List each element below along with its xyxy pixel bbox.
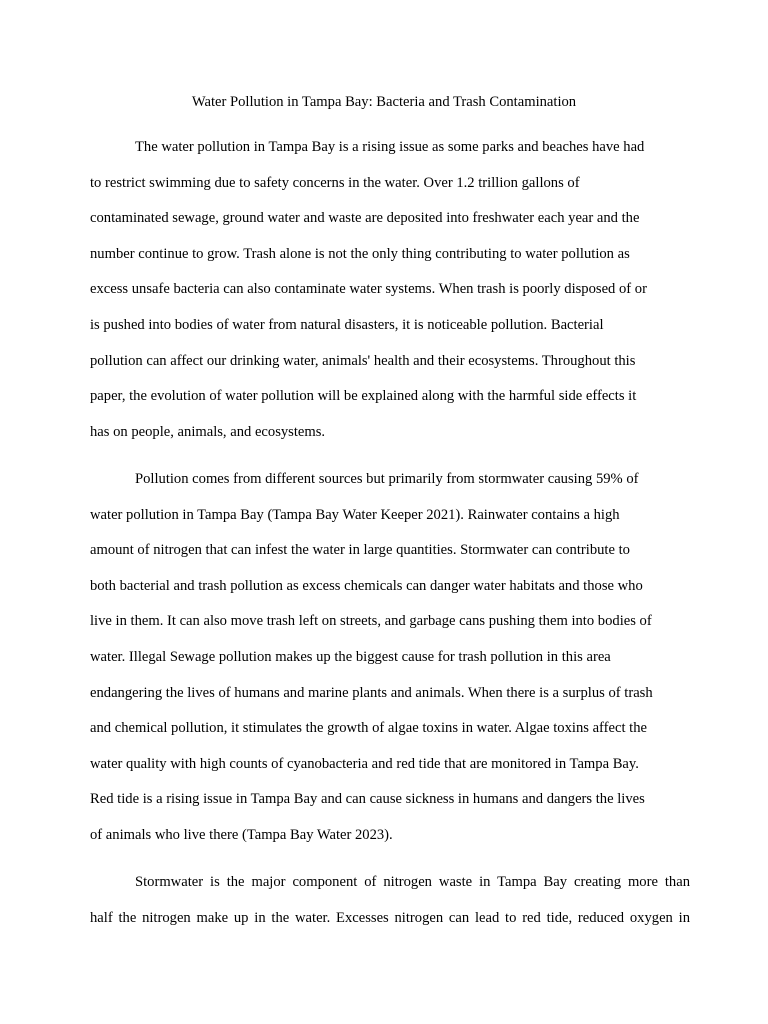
paragraph-line: number continue to grow. Trash alone is not the only thing contributing to water pollution as bbox=[90, 245, 630, 262]
paragraph-line: water pollution in Tampa Bay (Tampa Bay Water Keeper 2021). Rainwater contains a high bbox=[90, 506, 620, 523]
paragraph-line: endangering the lives of humans and marine plants and animals. When there is a surplus of trash bbox=[90, 684, 653, 701]
paragraph-line: The water pollution in Tampa Bay is a rising issue as some parks and beaches have had bbox=[135, 139, 645, 155]
paragraph-line: pollution can affect our drinking water, animals' health and their ecosystems. Throughout this bbox=[90, 352, 636, 369]
paragraph-nitrogen bbox=[90, 865, 690, 936]
paragraph-line: is pushed into bodies of water from natural disasters, it is noticeable pollution. Bacterial bbox=[90, 316, 604, 333]
paragraph-line: both bacterial and trash pollution as excess chemicals can danger water habitats and those who bbox=[90, 577, 643, 594]
document-title: Water Pollution in Tampa Bay: Bacteria and Trash Contamination bbox=[191, 94, 577, 110]
paragraph-sources bbox=[90, 462, 690, 854]
paragraph-line: and chemical pollution, it stimulates the growth of algae toxins in water. Algae toxins affect the bbox=[90, 720, 647, 737]
paragraph-line: contaminated sewage, ground water and waste are deposited into freshwater each year and the bbox=[90, 210, 640, 227]
paragraph-line: amount of nitrogen that can infest the water in large quantities. Stormwater can contribute to bbox=[90, 542, 630, 559]
paragraph-line: live in them. It can also move trash left on streets, and garbage cans pushing them into bodies of bbox=[90, 613, 652, 630]
paragraph-line: half the nitrogen make up in the water. Excesses nitrogen can lead to red tide, reduced oxygen in bbox=[90, 909, 690, 926]
paragraph-line: water quality with high counts of cyanobacteria and red tide that are monitored in Tampa Bay. bbox=[90, 755, 639, 772]
paragraph-line: excess unsafe bacteria can also contaminate water systems. When trash is poorly disposed of or bbox=[90, 281, 647, 298]
paragraph-line: has on people, animals, and ecosystems. bbox=[90, 423, 326, 440]
paragraph-line: Red tide is a rising issue in Tampa Bay and can cause sickness in humans and dangers the lives bbox=[90, 791, 645, 808]
paragraph-line: water. Illegal Sewage pollution makes up the biggest cause for trash pollution in this area bbox=[90, 648, 611, 665]
paragraph-line: paper, the evolution of water pollution will be explained along with the harmful side effects it bbox=[90, 388, 637, 405]
paragraph-intro bbox=[90, 130, 690, 450]
paragraph-line: of animals who live there (Tampa Bay Water 2023). bbox=[90, 826, 393, 843]
paragraph-line: Stormwater is the major component of nitrogen waste in Tampa Bay creating more than bbox=[135, 874, 690, 890]
paragraph-line: Pollution comes from different sources but primarily from stormwater causing 59% of bbox=[135, 471, 639, 487]
paragraph-line: to restrict swimming due to safety concerns in the water. Over 1.2 trillion gallons of bbox=[90, 174, 580, 191]
